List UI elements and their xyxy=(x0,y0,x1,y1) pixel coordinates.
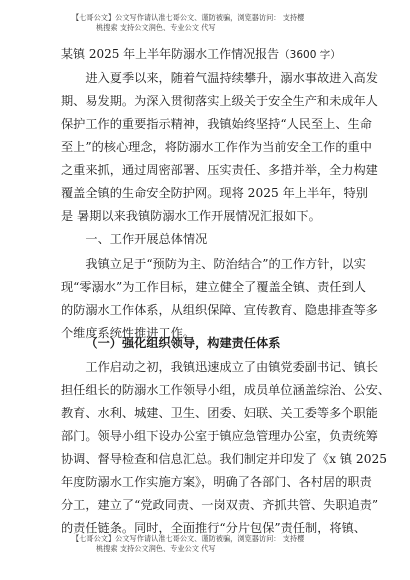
header-banner-line-2: 桃搜索 支持公文润色、专业公文 代写 xyxy=(96,23,216,32)
header-banner-line-1: 【七哥公文】公文写作请认准七哥公文、谨防被骗，浏览器访问： 支持樱 xyxy=(72,13,305,22)
header-banner xyxy=(72,13,372,33)
paragraph-line: 保护工作的重要指示精神，我镇始终坚持“人民至上、生命 xyxy=(61,117,372,131)
footer-banner-line-1: 【七哥公文】公文写作请认准七哥公文、谨防被骗，浏览器访问： 支持樱 xyxy=(72,534,305,543)
document-title-text: 某镇 2025 年上半年防溺水工作情况报告 xyxy=(61,47,280,61)
paragraph-line: 是 暑期以来我镇防溺水工作开展情况汇报如下。 xyxy=(61,209,321,223)
paragraph-line: 期、易发期。为深入贯彻落实上级关于安全生产和未成年人 xyxy=(61,94,378,108)
document-title xyxy=(61,46,381,63)
paragraph-line: 之重来抓，通过周密部署、压实责任、多措并举，全力构建 xyxy=(61,163,378,177)
paragraph-line: 覆盖全镇的生命安全防护网。现将 2025 年上半年，特别 xyxy=(61,186,368,200)
paragraph-line: 至上”的核心理念，将防溺水工作作为当前安全工作的重中 xyxy=(61,140,372,154)
paragraph-line: 教育、水利、城建、卫生、团委、妇联、关工委等多个职能 xyxy=(61,406,378,420)
paragraph-line: 工作启动之初，我镇迅速成立了由镇党委副书记、镇长 xyxy=(85,360,378,374)
footer-banner-line-2: 桃搜索 支持公文润色、专业公文 代写 xyxy=(96,544,216,553)
section-heading-text: 一、工作开展总体情况 xyxy=(85,232,208,246)
organization-paragraph xyxy=(61,356,391,540)
paragraph-line: 年度防溺水工作实施方案》，明确了各部门、各村居的职责 xyxy=(61,475,372,489)
paragraph-line: 现“零溺水”为工作目标，建立健全了覆盖全镇、责任到人 xyxy=(61,280,366,294)
subsection-heading-1 xyxy=(61,332,359,355)
paragraph-line: 进入夏季以来，随着气温持续攀升，溺水事故进入高发 xyxy=(85,71,378,85)
paragraph-line: 部门。领导小组下设办公室于镇应急管理办公室，负责统筹 xyxy=(61,429,378,443)
subsection-heading-text: （一）强化组织领导，构建责任体系 xyxy=(85,336,281,350)
paragraph-line: 的防溺水工作体系，从组织保障、宣传教育、隐患排查等多 xyxy=(61,303,378,317)
paragraph-line: 的责任链条。同时，全面推行“分片包保”责任制，将镇、 xyxy=(61,521,366,535)
document-word-count: （3600 字） xyxy=(279,49,341,61)
paragraph-line: 分工，建立了“党政同责、一岗双责、齐抓共管、失职追责” xyxy=(61,498,379,512)
footer-banner xyxy=(72,534,372,554)
paragraph-line: 担任组长的防溺水工作领导小组，成员单位涵盖综治、公安、 xyxy=(61,383,391,397)
intro-paragraph xyxy=(61,67,378,228)
paragraph-line: 个维度系统性推进工作。 xyxy=(61,326,196,340)
section-heading-1 xyxy=(61,228,359,251)
paragraph-line: 我镇立足于“预防为主、防治结合”的工作方针，以实 xyxy=(85,257,366,271)
paragraph-line: 协调、督导检查和信息汇总。我们制定并印发了《x 镇 2025 xyxy=(61,452,387,466)
